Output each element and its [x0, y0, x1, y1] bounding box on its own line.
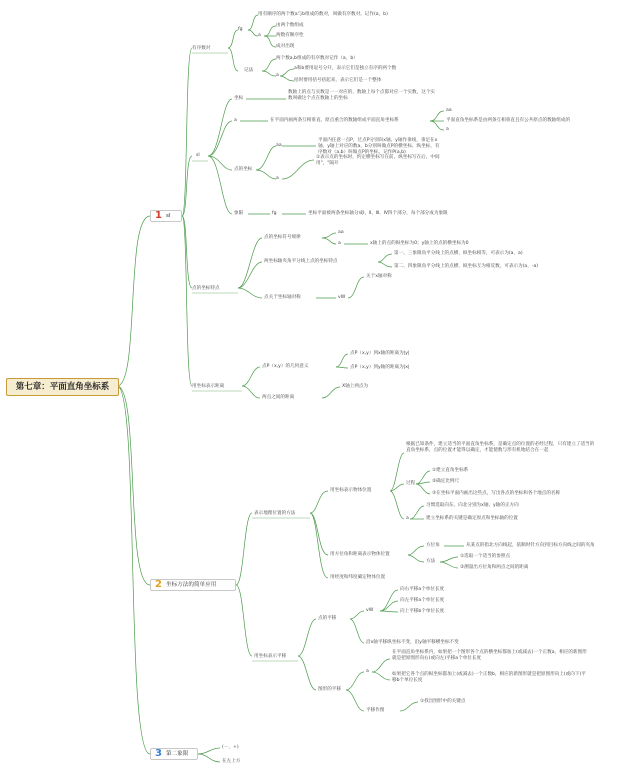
node-text[interactable]: 平面直角坐标系是由两条互相垂直且有公共原点的数轴组成的: [446, 118, 571, 123]
node-point-features[interactable]: 点的坐标特点: [192, 286, 220, 291]
node-notation[interactable]: 记法: [244, 68, 254, 73]
node-a[interactable]: a: [234, 118, 237, 123]
node-geometric-meaning[interactable]: 点P（x,y）的几何意义: [262, 364, 309, 369]
node-position-by-latlong[interactable]: 用经度和纬度确定物体位置: [330, 575, 386, 580]
node-quadrant[interactable]: 象限: [234, 211, 244, 216]
node-coordinate-definition[interactable]: 数轴上的点与实数是一一对应的，数轴上每个点都对应一个实数，这个实数叫做这个点在数轴上的坐标: [288, 90, 436, 101]
node-translation-drawing[interactable]: 平移作图: [366, 708, 385, 713]
node-point-translation[interactable]: 点的平移: [318, 616, 337, 621]
node-text[interactable]: a和b要用逗号分开，表示它们是独立有序的两个数: [294, 66, 397, 71]
node-text[interactable]: ②测量出方位角和两点之间的距离: [460, 565, 529, 570]
node-distance[interactable]: 用坐标表示距离: [192, 384, 225, 389]
node-text[interactable]: 从某点的指北方向线起，依顺时针方向到目标方向线之间的夹角: [466, 543, 595, 548]
node-fg[interactable]: fg: [238, 27, 243, 32]
node-axis-symmetry[interactable]: 点关于坐标轴对称: [264, 295, 301, 300]
node-quadrant-definition[interactable]: 坐标平面被两条坐标轴分成Ⅰ、Ⅱ、Ⅲ、Ⅳ四个部分，每个部分成为象限: [308, 211, 448, 216]
node-text[interactable]: 由两个数组成: [276, 23, 304, 28]
branch-2[interactable]: [150, 579, 236, 591]
node-coordinate[interactable]: 坐标: [234, 96, 244, 101]
branch-2-number: 2: [155, 579, 162, 590]
node-a[interactable]: a: [446, 127, 449, 132]
branch-1[interactable]: [150, 210, 182, 222]
node-text[interactable]: 根据已知条件，建立适当的平面直角坐标系，是确定点的位置的必经过程，只有建立了适当的直角坐标系，点的位置才能得以确定，才能使数与形有机地结合在一起: [406, 442, 595, 453]
node-text[interactable]: ①表示点的坐标时，约定横坐标写在前，纵坐标写在后，中间用"，"隔开: [316, 155, 440, 166]
branch-1-number: 1: [155, 210, 162, 221]
node-text[interactable]: ②确定比例尺: [432, 479, 460, 484]
node-text[interactable]: 点P（x,y）到x轴的距离为|y|: [350, 351, 410, 356]
node-translation[interactable]: 用坐标表示平移: [254, 654, 287, 659]
node-text[interactable]: 平面内任意一点P，过点P分别向x轴、y轴作垂线，垂足在x轴、y轴上对应的数a，b分别叫做点P的横坐标、纵坐标，有序数对（a,b）叫做点P的坐标，记作P(a,b): [318, 138, 440, 155]
node-bearing[interactable]: 方位角: [426, 543, 440, 548]
node-sl[interactable]: sl: [196, 153, 200, 158]
node-text[interactable]: 沿x轴平移纵坐标不变，沿y轴平移横坐标不变: [366, 640, 459, 645]
node-text[interactable]: 在左上方: [222, 759, 241, 764]
node-a[interactable]: a: [366, 669, 369, 674]
node-text[interactable]: 关于x轴对称: [366, 274, 392, 279]
node-point-coordinate[interactable]: 点的坐标: [234, 167, 253, 172]
branch-3-label: 第二象限: [165, 751, 189, 757]
node-text[interactable]: X轴上两点为: [342, 384, 369, 389]
node-text[interactable]: 两数有顺序性: [276, 33, 304, 38]
node-vw[interactable]: vW: [338, 295, 346, 300]
node-two-point-distance[interactable]: 两点之间的距离: [262, 395, 295, 400]
node-text[interactable]: 点P（x,y）到y轴的距离为|x|: [350, 365, 410, 370]
node-coordinate-system-definition[interactable]: 在平面内画两条互相垂直、原点重合的数轴组成平面直角坐标系: [270, 118, 399, 123]
node-text[interactable]: ①选取一个适当的参照点: [460, 554, 511, 559]
node-bisector-features[interactable]: 两坐标轴夹角平分线上点的坐标特点: [264, 259, 338, 264]
node-text[interactable]: 在平面直角坐标系内，如果把一个图形各个点的横坐标都加上(或减去)一个正数a，相应的新图形就是把原图形向右(或向左)平移a个单位长度: [392, 650, 587, 661]
node-a[interactable]: a: [276, 73, 279, 78]
node-location-methods[interactable]: 表示地理位置的方法: [254, 511, 296, 516]
node-aa[interactable]: aa: [338, 230, 344, 235]
node-text[interactable]: 两个数a,b组成的有序数对记作（a，b）: [276, 56, 358, 61]
node-figure-translation[interactable]: 图形的平移: [318, 687, 341, 692]
node-text[interactable]: 向上平移b个单位长度: [400, 609, 445, 614]
node-text[interactable]: 第一、三象限角平分线上的点横、纵坐标相等，可表示为(a，a): [394, 251, 523, 256]
node-a[interactable]: a: [406, 516, 409, 521]
node-text[interactable]: ③在坐标平面内画出这些点，写出各点的坐标和各个地点的名称: [432, 491, 561, 496]
node-a[interactable]: a: [258, 33, 261, 38]
node-text[interactable]: 建立坐标系的关键是确定原点和坐标轴的位置: [426, 516, 518, 521]
root-topic[interactable]: 第七章：平面直角坐标系: [6, 378, 119, 396]
node-text[interactable]: 向左平移a个单位长度: [400, 598, 445, 603]
node-text[interactable]: 向右平移a个单位长度: [400, 587, 445, 592]
branch-2-label: 坐标方法的简单应用: [165, 582, 217, 588]
node-aa[interactable]: aa: [446, 108, 452, 113]
node-vw[interactable]: vW: [366, 608, 374, 613]
node-text[interactable]: 成对出现: [276, 44, 295, 49]
branch-3-number: 3: [155, 748, 162, 759]
node-text[interactable]: (－，+): [222, 745, 239, 750]
node-position-by-coordinate[interactable]: 用坐标表示物体位置: [330, 488, 372, 493]
node-ordered-pair-definition[interactable]: 用有顺序的两个数a与b组成的数对，叫做有序数对，记作(a，b): [258, 12, 388, 17]
node-process[interactable]: 过程: [406, 481, 416, 486]
node-a[interactable]: a: [276, 176, 279, 181]
node-text[interactable]: 如果把它各个点的纵坐标都加上(或减去)一个正数b，相应的新图形就是把原图形向上(或向下)平移b个单位长度: [392, 672, 586, 683]
node-text[interactable]: x轴上的点的纵坐标为0；y轴上的点的横坐标为0: [370, 241, 469, 246]
node-text[interactable]: 括时要用括号括起来，表示它们是一个整体: [294, 78, 382, 83]
node-method[interactable]: 方法: [426, 559, 436, 564]
node-aa[interactable]: aa: [276, 143, 282, 148]
branch-1-label: sl: [165, 213, 171, 219]
node-text[interactable]: ①建立直角坐标系: [432, 468, 469, 473]
branch-3[interactable]: [150, 748, 198, 760]
node-text[interactable]: 习惯选取向东、向北分别为x轴、y轴的正方向: [426, 503, 519, 508]
node-position-by-bearing[interactable]: 用方位角和距离表示物体位置: [330, 552, 390, 557]
node-fg[interactable]: fg: [272, 211, 277, 216]
node-ordered-pair[interactable]: 有序数对: [192, 46, 211, 51]
node-text[interactable]: 第二、四象限角平分线上的点横、纵坐标互为相反数，可表示为(a，-a): [394, 264, 539, 269]
node-text[interactable]: ①找出图形中的关键点: [420, 699, 466, 704]
node-sign-rules[interactable]: 点的坐标符号规律: [264, 235, 301, 240]
node-a[interactable]: a: [338, 241, 341, 246]
